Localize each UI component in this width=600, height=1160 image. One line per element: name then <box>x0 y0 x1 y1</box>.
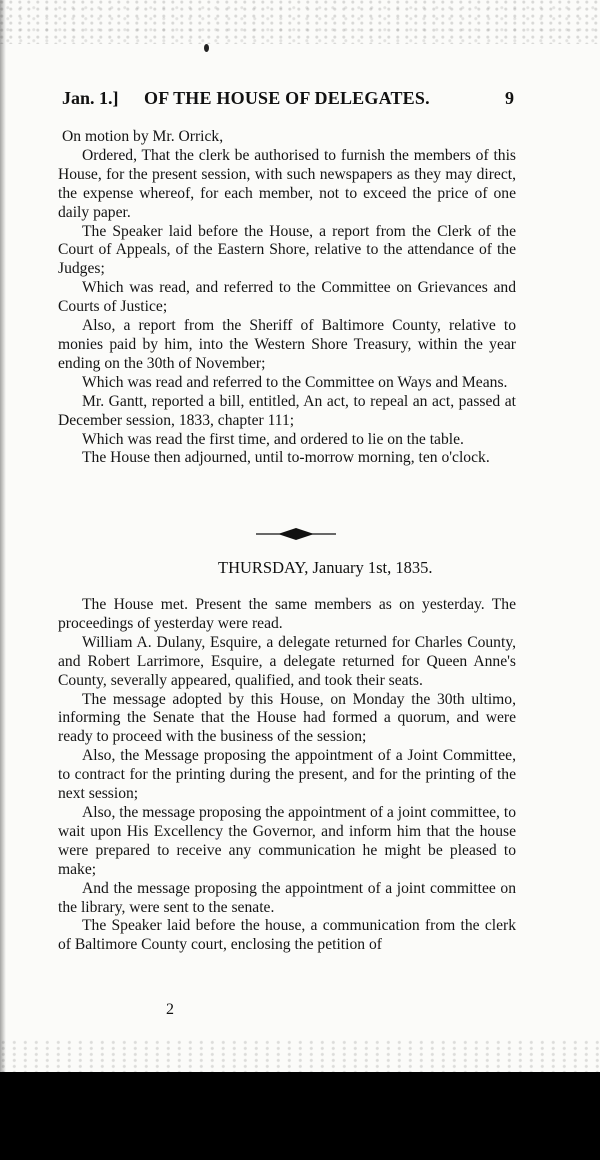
section-divider-ornament <box>256 526 336 542</box>
paragraph: The Speaker laid before the House, a report from the Clerk of the Court of Appeals, of the Eastern Shore, relative to the attendance of the Judges; <box>58 222 516 278</box>
paragraph: The message adopted by this House, on Monday the 30th ultimo, informing the Senate that the House had formed a quorum, and were ready to proceed with the business of the session; <box>58 690 516 746</box>
paragraph: Mr. Gantt, reported a bill, entitled, An act, to repeal an act, passed at December session, 1833, chapter 111; <box>58 392 516 429</box>
paragraph: Which was read and referred to the Committee on Ways and Means. <box>82 373 508 391</box>
running-header <box>62 88 522 112</box>
proceedings-block-1 <box>58 128 516 468</box>
paragraph: Which was read, and referred to the Committee on Grievances and Courts of Justice; <box>58 279 516 316</box>
paragraph: The House then adjourned, until to-morrow morning, ten o'clock. <box>82 449 490 467</box>
ink-speck <box>204 44 209 52</box>
paragraph: And the message proposing the appointment of a joint committee on the library, were sent to the senate. <box>58 879 516 916</box>
header-title: OF THE HOUSE OF DELEGATES. <box>144 88 430 108</box>
paragraph: The House met. Present the same members as on yesterday. The proceedings of yesterday were read. <box>58 596 516 632</box>
paragraph: Also, the message proposing the appointment of a joint committee, to wait upon His Excellency the Governor, and inform him that the house were prepared to receive any communication he might be pleased to make; <box>58 803 516 878</box>
scan-noise-top <box>0 0 600 44</box>
paragraph: On motion by Mr. Orrick, <box>62 128 224 145</box>
paragraph: William A. Dulany, Esquire, a delegate returned for Charles County, and Robert Larrimore, Esquire, a delegate returned for Queen Anne's County, severally appeared, qualified, and took their seats. <box>58 633 516 689</box>
paragraph: Also, the Message proposing the appointment of a Joint Committee, to contract for the printing during the present, and for the printing of the next session; <box>58 747 516 803</box>
page-edge-shadow <box>0 0 6 1072</box>
paragraph: Which was read the first time, and ordered to lie on the table. <box>82 430 464 448</box>
scan-noise-bottom <box>0 1040 600 1072</box>
header-date: Jan. 1.] <box>62 88 119 108</box>
proceedings-block-2 <box>58 596 516 955</box>
paragraph: The Speaker laid before the house, a communication from the clerk of Baltimore County court, enclosing the petition of <box>58 917 516 954</box>
page-number: 9 <box>505 88 514 108</box>
day-heading: THURSDAY, January 1st, 1835. <box>218 558 433 577</box>
paragraph: Ordered, That the clerk be authorised to furnish the members of this House, for the present session, with such newspapers as they may direct, the expense whereof, for each member, not to exceed the price of one daily paper. <box>58 146 516 221</box>
signature-mark: 2 <box>166 1001 174 1018</box>
paragraph: Also, a report from the Sheriff of Baltimore County, relative to monies paid by him, into the Western Shore Treasury, within the year ending on the 30th of November; <box>58 317 516 372</box>
